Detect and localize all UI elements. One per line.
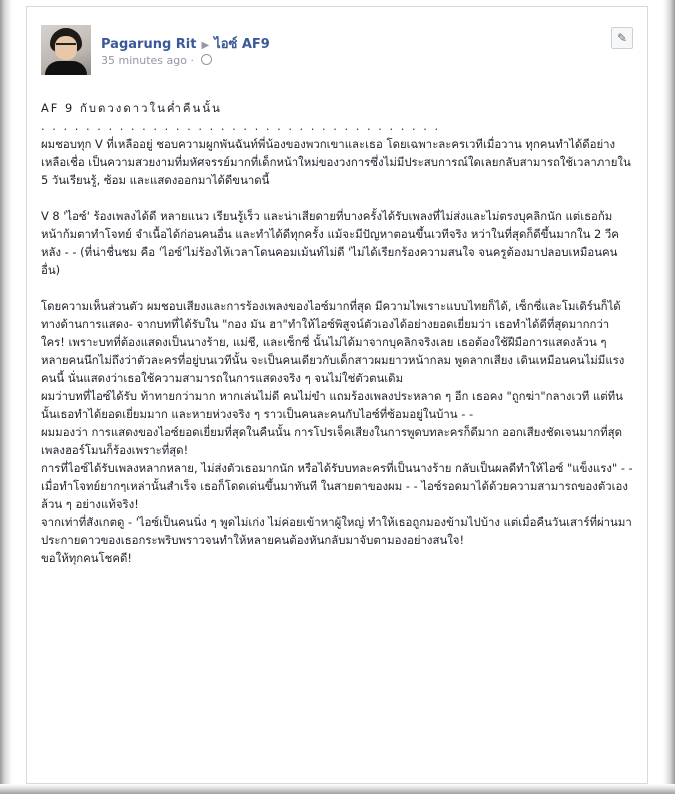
edit-button[interactable] [611, 27, 633, 49]
post-title: AF 9 กับดวงดาวในค่ำคืนนั้น [41, 101, 222, 115]
paragraph: โดยความเห็นส่วนตัว ผมชอบเสียงและการร้องเพลงของไอซ์มากที่สุด มีความไพเราะแบบไทยก็ได้, เซ็กซี่และโมเดิร์นก็ได้ [41, 299, 621, 313]
paragraph: ขอให้ทุกคนโชคดี! [41, 551, 132, 565]
paragraph: จากเท่าที่สังเกตดู - 'ไอซ์เป็นคนนิ่ง ๆ พูดไม่เก่ง ไม่ค่อยเข้าหาผู้ใหญ่ ทำให้เธอถูกมองข้ามไปบ้าง แต่เมื่อคืนวันเสาร์ที่ผ่านมา ประกายดาวของเธอกระพริบพราวจนทำให้หลายคนต้องหันกลับมาจับตามองอย่างสนใจ! [41, 515, 632, 547]
dots-divider: . . . . . . . . . . . . . . . . . . . . . . . . . . . . . . . . . . . . [41, 119, 441, 133]
avatar[interactable] [41, 25, 91, 75]
target-name-link[interactable]: ไอซ์ AF9 [214, 37, 270, 52]
frame-shadow-right [663, 0, 675, 794]
facebook-post [26, 6, 648, 784]
paragraph: ผมว่าบทที่ไอซ์ได้รับ ท้าทายกว่ามาก หากเล่นไม่ดี คนไม่ขำ แถมร้องเพลงประหลาด ๆ อีก เธอคง "ถูกฆ่า"กลางเวที แต่ทีนนั้นเธอทำได้ยอดเยี่ยมมาก และหายห่วงจริง ๆ ราวเป็นคนละคนกับไอซ์ที่ซ้อมอยู่ในบ้าน - - [41, 389, 623, 421]
paragraph: ทางด้านการแสดง- จากบทที่ได้รับใน "กอง มัน ฮา"ทำให้ไอซ์พิสูจน์ตัวเองได้อย่างยอดเยี่ยมว่า เธอทำได้ดีที่สุดมากกว่าใคร! เพราะบทที่ต้องแสดงเป็นนางร้าย, แม่ชี, และเซ็กซี่ นั้นไม่ได้มาจากบุคลิกจริงเลย เธอต้องใช้ฝีมือการแสดงล้วน ๆ [41, 317, 610, 349]
globe-icon[interactable] [201, 54, 212, 65]
author-name-link[interactable]: Pagarung Rit [101, 37, 197, 52]
meta-separator: · [190, 54, 194, 67]
arrow-right-icon: ▶ [201, 40, 210, 51]
paragraph: V 8 'ไอซ์' ร้องเพลงได้ดี หลายแนว เรียนรู้เร็ว และน่าเสียดายที่บางครั้งได้รับเพลงที่ไม่ส่งและไม่ตรงบุคลิกนัก แต่เธอก้มหน้าก้มตาทำโจทย์ จำเนื้อได้ก่อนคนอื่น และทำได้ดีทุกครั้ง แม้จะมีปัญหาตอนขึ้นเวทีจริง หว่าในที่สุดก็ดีขึ้นมากใน 2 วีคหลัง - - (ที่น่าชื่นชม คือ 'ไอซ์'ไม่ร้องไห้เวลาโดนคอมเม้นท์ไม่ดี 'ไม่ได้เรียกร้องความสนใจ จนครูต้องมาปลอบเหมือนคนอื่น) [41, 209, 619, 277]
post-meta [101, 54, 212, 67]
timestamp-link[interactable]: 35 minutes ago [101, 54, 187, 67]
frame-shadow-bottom [0, 784, 675, 794]
paragraph: ผมมองว่า การแสดงของไอซ์ยอดเยี่ยมที่สุดในคืนนั้น การโปรเจ็คเสียงในการพูดบทละครก็ดีมาก ออกเสียงชัดเจนมากที่สุด เพลงฮอร์โมนก็ร้องเพราะที่สุด! [41, 425, 623, 457]
paragraph: ผมชอบทุก V ที่เหลืออยู่ ชอบความผูกพันฉันท์พี่น้องของพวกเขาและเธอ โดยเฉพาะละครเวทีเมื่อวาน ทุกคนทำได้ดีอย่างเหลือเชื่อ เป็นความสวยงามที่มหัศจรรย์มากที่เด็กหน้าใหม่ของวงการซึ่งไม่มีประสบการณ์ใดเลยกลับสามารถใช้เวลาภายใน 5 วันเรียนรู้, ซ้อม และแสดงออกมาได้ดีขนาดนี้ [41, 137, 631, 187]
frame-shadow-left [0, 0, 12, 794]
post-body [41, 99, 633, 567]
paragraph: การที่ไอซ์ได้รับเพลงหลากหลาย, ไม่ส่งตัวเธอมากนัก หรือได้รับบทละครที่เป็นนางร้าย กลับเป็นผลดีทำให้ไอซ์ "แข็งแรง" - - เมื่อทำโจทย์ยากๆเหล่านั้นสำเร็จ เธอก็โดดเด่นขึ้นมาทันที ในสายตาของผม - - ไอซ์รอดมาได้ด้วยความสามารถของตัวเองล้วน ๆ อย่างแท้จริง! [41, 461, 633, 511]
post-header [101, 33, 270, 54]
paragraph: หลายคนนึกไม่ถึงว่าตัวละครที่อยู่บนเวทีนั้น จะเป็นคนเดียวกับเด็กสาวผมยาวหน้ากลม พูดลากเสียง เดินเหมือนคนไม่มีแรงคนนี้ นั่นแสดงว่าเธอใช้ความสามารถในการแสดงจริง ๆ จนไม่ใช่ตัวตนเดิม [41, 353, 625, 385]
pencil-icon: ✎ [616, 31, 628, 45]
